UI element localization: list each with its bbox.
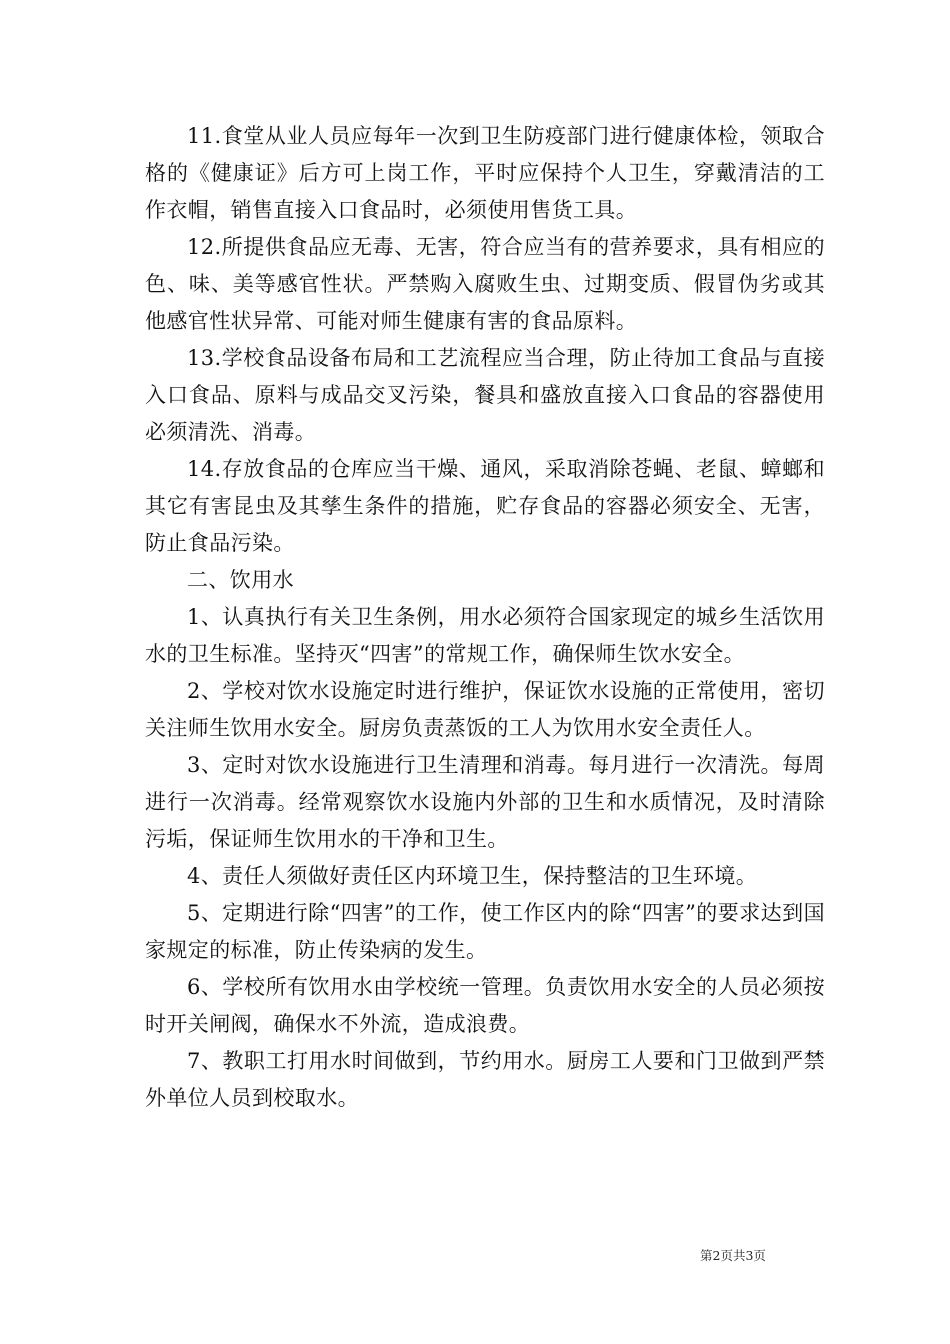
page-number: 第2页共3页	[700, 1248, 766, 1263]
document-body	[145, 118, 825, 1117]
paragraph-13: 13.学校食品设备布局和工艺流程应当合理，防止待加工食品与直接入口食品、原料与成品交叉污染，餐具和盛放直接入口食品的容器使用必须清洗、消毒。	[145, 346, 825, 444]
paragraph-11: 11.食堂从业人员应每年一次到卫生防疫部门进行健康体检，领取合格的《健康证》后方可上岗工作，平时应保持个人卫生，穿戴清洁的工作衣帽，销售直接入口食品时，必须使用售货工具。	[145, 124, 825, 222]
paragraph-12: 12.所提供食品应无毒、无害，符合应当有的营养要求，具有相应的色、味、美等感官性状。严禁购入腐败生虫、过期变质、假冒伪劣或其他感官性状异常、可能对师生健康有害的食品原料。	[145, 235, 825, 333]
paragraph-water-4: 4、责任人须做好责任区内环境卫生，保持整洁的卫生环境。	[187, 864, 758, 888]
paragraph-water-1: 1、认真执行有关卫生条例，用水必须符合国家现定的城乡生活饮用水的卫生标准。坚持灭“四害”的常规工作，确保师生饮水安全。	[145, 605, 825, 666]
section-heading-drinking-water: 二、饮用水	[187, 568, 294, 592]
paragraph-14: 14.存放食品的仓库应当干燥、通风，采取消除苍蝇、老鼠、蟑螂和其它有害昆虫及其孳生条件的措施，贮存食品的容器必须安全、无害，防止食品污染。	[145, 457, 825, 555]
paragraph-water-5: 5、定期进行除“四害”的工作，使工作区内的除“四害”的要求达到国家规定的标准，防止传染病的发生。	[145, 901, 825, 962]
paragraph-water-3: 3、定时对饮水设施进行卫生清理和消毒。每月进行一次清洗。每周进行一次消毒。经常观察饮水设施内外部的卫生和水质情况，及时清除污垢，保证师生饮用水的干净和卫生。	[145, 753, 825, 851]
paragraph-water-6: 6、学校所有饮用水由学校统一管理。负责饮用水安全的人员必须按时开关闸阀，确保水不外流，造成浪费。	[145, 975, 825, 1036]
paragraph-water-2: 2、学校对饮水设施定时进行维护，保证饮水设施的正常使用，密切关注师生饮用水安全。厨房负责蒸饭的工人为饮用水安全责任人。	[145, 679, 825, 740]
paragraph-water-7: 7、教职工打用水时间做到，节约用水。厨房工人要和门卫做到严禁外单位人员到校取水。	[145, 1049, 825, 1110]
